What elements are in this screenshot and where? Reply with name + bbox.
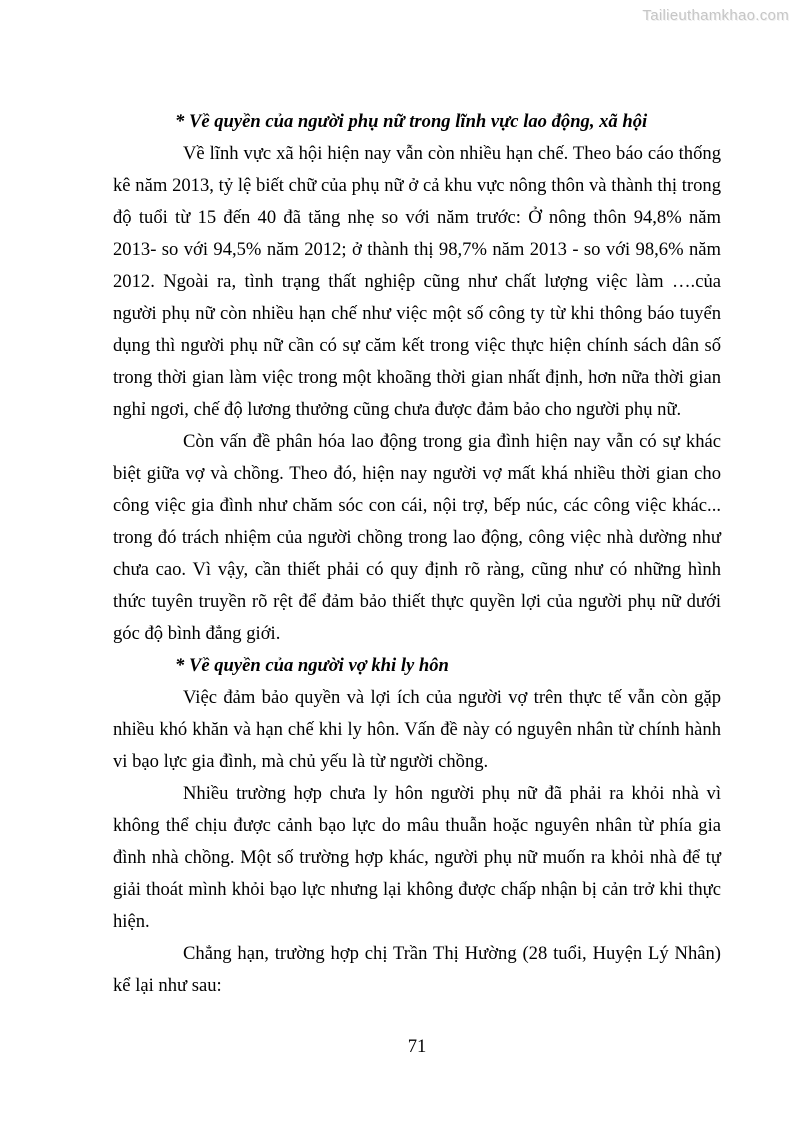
paragraph-divorce-difficulties: Việc đảm bảo quyền và lợi ích của người vợ trên thực tế vẫn còn gặp nhiều khó khăn và hạn chế khi ly hôn. Vấn đề này có nguyên nhân từ chính hành vi bạo lực gia đình, mà chủ yếu là từ người chồng. [113, 687, 721, 772]
watermark-text: Tailieuthamkhao.com [642, 7, 789, 24]
section-heading-divorce-rights: * Về quyền của người vợ khi ly hôn [175, 655, 449, 676]
section-heading-labor-social: * Về quyền của người phụ nữ trong lĩnh vực lao động, xã hội [175, 111, 648, 132]
page-number: 71 [407, 1036, 427, 1057]
paragraph-case-example: Chẳng hạn, trường hợp chị Trần Thị Hường (28 tuổi, Huyện Lý Nhân) kể lại như sau: [113, 943, 721, 996]
document-content [113, 106, 721, 1002]
paragraph-domestic-violence: Nhiều trường hợp chưa ly hôn người phụ nữ đã phải ra khỏi nhà vì không thể chịu được cảnh bạo lực do mâu thuẫn hoặc nguyên nhân từ phía gia đình nhà chồng. Một số trường hợp khác, người phụ nữ muốn ra khỏi nhà để tự giải thoát mình khỏi bạo lực nhưng lại không được chấp nhận bị cản trở khi thực hiện. [113, 783, 721, 932]
paragraph-social-statistics: Về lĩnh vực xã hội hiện nay vẫn còn nhiều hạn chế. Theo báo cáo thống kê năm 2013, tỷ lệ biết chữ của phụ nữ ở cả khu vực nông thôn và thành thị trong độ tuổi từ 15 đến 40 đã tăng nhẹ so với năm trước: Ở nông thôn 94,8% năm 2013- so với 94,5% năm 2012; ở thành thị 98,7% năm 2013 - so với 98,6% năm 2012. Ngoài ra, tình trạng thất nghiệp cũng như chất lượng việc làm ….của người phụ nữ còn nhiều hạn chế như việc một số công ty từ khi thông báo tuyển dụng thì người phụ nữ cần có sự căm kết trong việc thực hiện chính sách dân số trong thời gian làm việc trong một khoãng thời gian nhất định, hơn nữa thời gian nghỉ ngơi, chế độ lương thưởng cũng chưa được đảm bảo cho người phụ nữ. [113, 143, 721, 420]
paragraph-labor-division: Còn vấn đề phân hóa lao động trong gia đình hiện nay vẫn có sự khác biệt giữa vợ và chồng. Theo đó, hiện nay người vợ mất khá nhiều thời gian cho công việc gia đình như chăm sóc con cái, nội trợ, bếp núc, các công việc khác... trong đó trách nhiệm của người chồng trong lao động, công việc nhà dường như chưa cao. Vì vậy, cần thiết phải có quy định rõ ràng, cũng như có những hình thức tuyên truyền rõ rệt để đảm bảo thiết thực quyền lợi của người phụ nữ dưới góc độ bình đẳng giới. [113, 431, 721, 644]
